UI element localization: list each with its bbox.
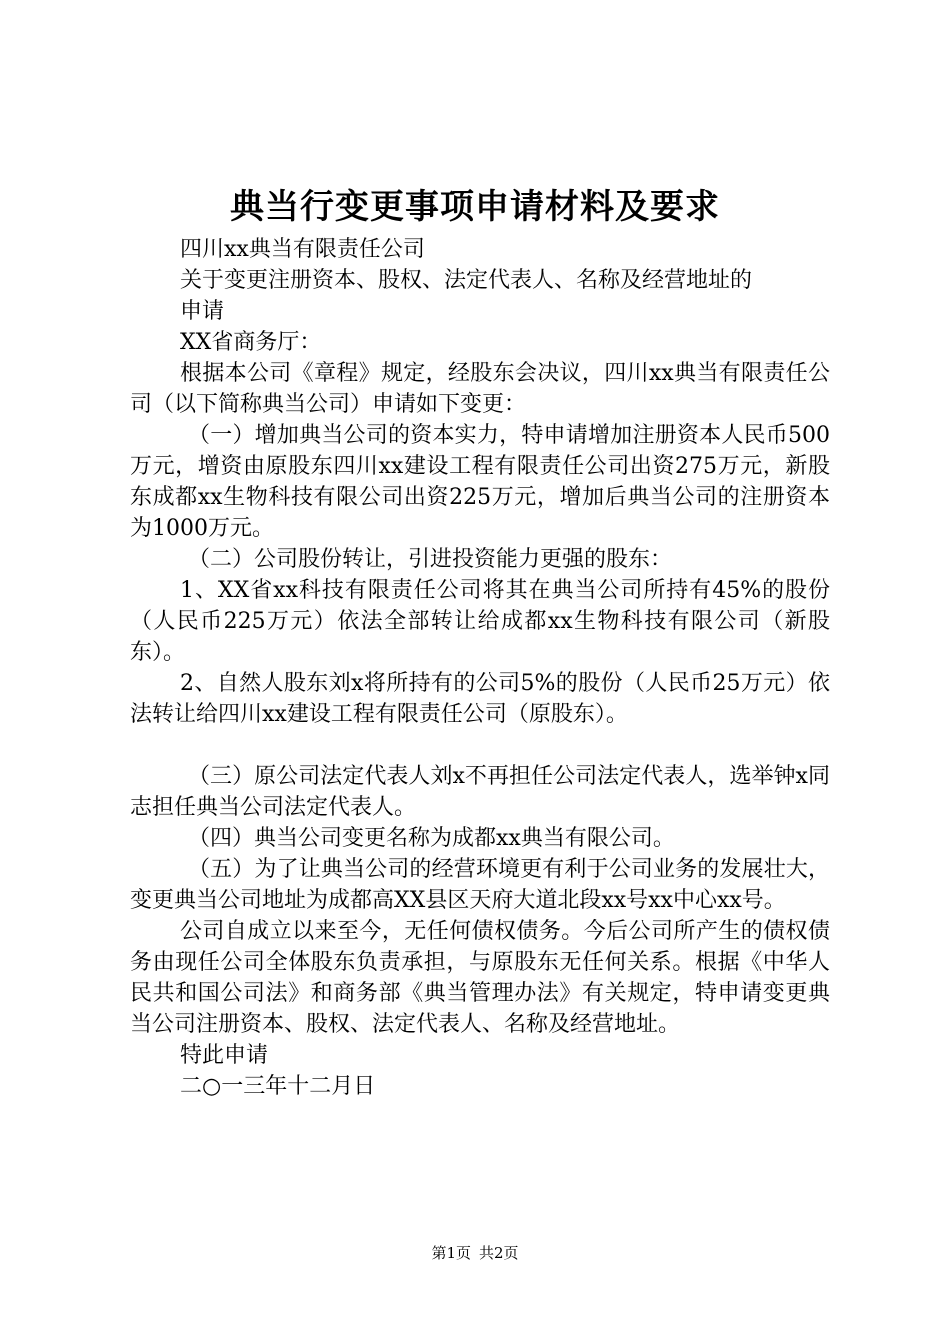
item-3-paragraph: （三）原公司法定代表人刘x不再担任公司法定代表人，选举钟x同志担任典当公司法定代表人。 bbox=[130, 764, 830, 820]
item-2-paragraph: （二）公司股份转让，引进投资能力更强的股东： bbox=[188, 547, 673, 572]
debt-paragraph: 公司自成立以来至今，无任何债权债务。今后公司所产生的债权债务由现任公司全体股东负责承担，与原股东无任何关系。根据《中华人民共和国公司法》和商务部《典当管理办法》有关规定，特申请变更典当公司注册资本、股权、法定代表人、名称及经营地址。 bbox=[130, 919, 830, 1037]
page-number: 第1页 bbox=[431, 1244, 471, 1262]
closing-line: 特此申请 bbox=[180, 1043, 269, 1068]
subject-line: 关于变更注册资本、股权、法定代表人、名称及经营地址的 bbox=[180, 268, 753, 293]
page-footer bbox=[0, 1243, 950, 1263]
item-1-paragraph: （一）增加典当公司的资本实力，特申请增加注册资本人民币500万元，增资由原股东四川xx建设工程有限责任公司出资275万元，新股东成都xx生物科技有限公司出资225万元，增加后典当公司的注册资本为1000万元。 bbox=[130, 423, 830, 541]
item-2b-paragraph: 2、自然人股东刘x将所持有的公司5%的股份（人民币25万元）依法转让给四川xx建设工程有限责任公司（原股东）。 bbox=[130, 671, 830, 727]
date-line: 二○一三年十二月日 bbox=[180, 1074, 376, 1099]
item-4-paragraph: （四）典当公司变更名称为成都xx典当有限公司。 bbox=[188, 826, 675, 851]
blank-line bbox=[130, 730, 830, 761]
subject-line-2: 申请 bbox=[180, 299, 225, 324]
addressee: XX省商务厅： bbox=[180, 330, 322, 355]
intro-paragraph: 根据本公司《章程》规定，经股东会决议，四川xx典当有限责任公司（以下简称典当公司）申请如下变更： bbox=[130, 361, 830, 417]
document-title: 典当行变更事项申请材料及要求 bbox=[230, 187, 720, 227]
item-2a-paragraph: 1、XX省xx科技有限责任公司将其在典当公司所持有45%的股份（人民币225万元）依法全部转让给成都xx生物科技有限公司（新股东）。 bbox=[130, 578, 830, 665]
document-body bbox=[130, 234, 830, 1102]
page-total: 共2页 bbox=[479, 1244, 519, 1262]
company-name: 四川xx典当有限责任公司 bbox=[180, 237, 425, 262]
item-5-paragraph: （五）为了让典当公司的经营环境更有利于公司业务的发展壮大，变更典当公司地址为成都高XX县区天府大道北段xx号xx中心xx号。 bbox=[130, 857, 830, 913]
